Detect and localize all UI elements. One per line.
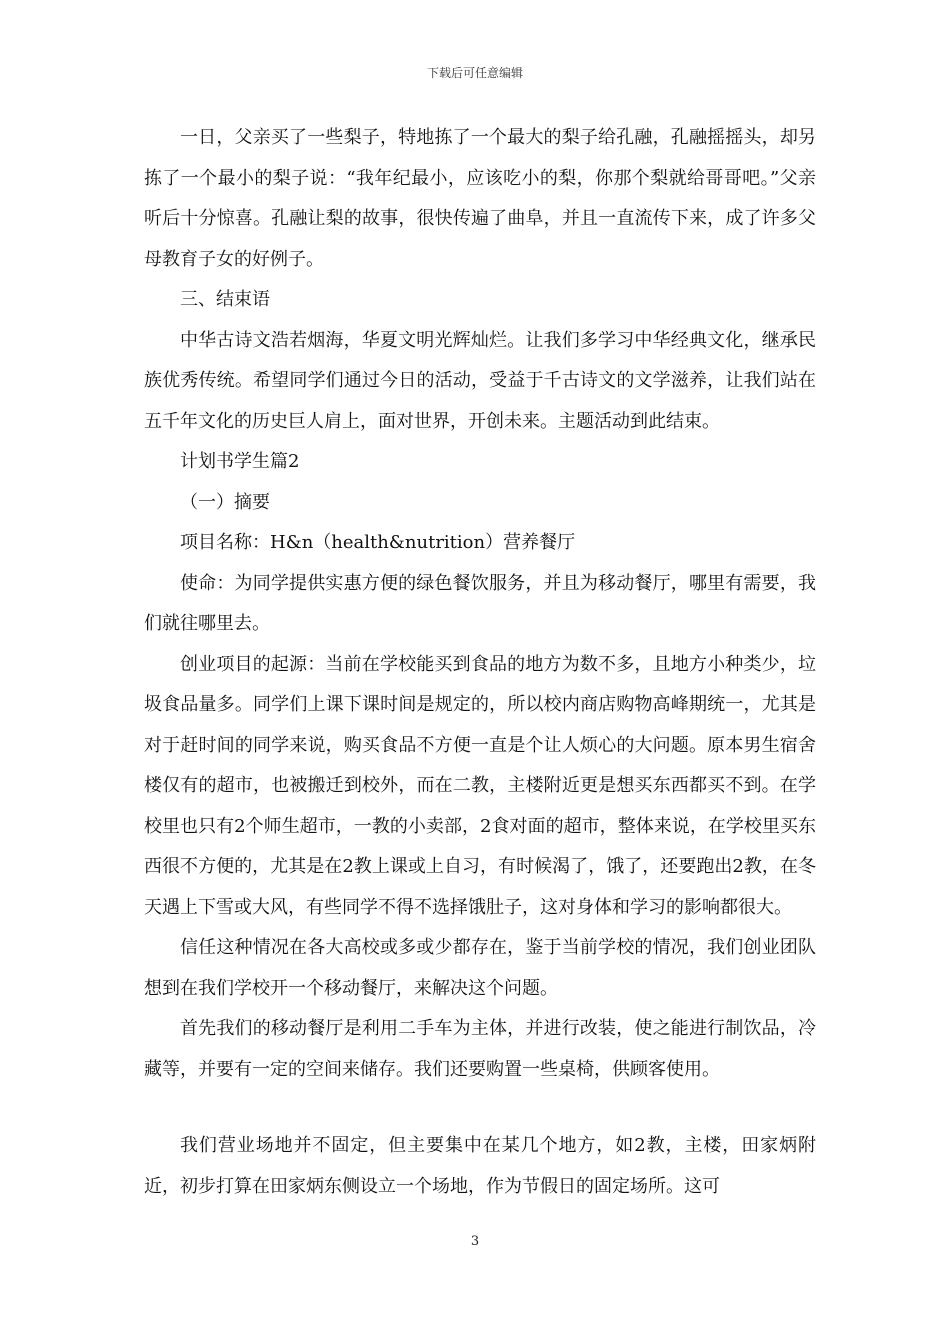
section-title-plan-2: 计划书学生篇2 <box>180 451 300 472</box>
section-heading-conclusion: 三、结束语 <box>180 289 270 310</box>
paragraph-mission: 使命：为同学提供实惠方便的绿色餐饮服务，并且为移动餐厅，哪里有需要，我们就往哪里去。 <box>144 572 816 634</box>
paragraph-spacer <box>144 1090 816 1126</box>
paragraph-project-name: 项目名称：H&n（health&nutrition）营养餐厅 <box>180 532 576 553</box>
paragraph-kongrong-story: 一日，父亲买了一些梨子，特地拣了一个最大的梨子给孔融，孔融摇摇头，却另拣了一个最小的梨子说：“我年纪最小，应该吃小的梨，你那个梨就给哥哥吧。”父亲听后十分惊喜。孔融让梨的故事，很快传遍了曲阜，并且一直流传下来，成了许多父母教育子女的好例子。 <box>144 127 816 270</box>
page-number: 3 <box>470 1234 480 1249</box>
paragraph-origin: 创业项目的起源：当前在学校能买到食品的地方为数不多，且地方小种类少，垃圾食品量多。同学们上课下课时间是规定的，所以校内商店购物高峰期统一，尤其是对于赶时间的同学来说，购买食品不方便一直是个让人烦心的大问题。原本男生宿舍楼仅有的超市，也被搬迁到校外，而在二教，主楼附近更是想买东西都买不到。在学校里也只有2个师生超市，一教的小卖部，2食对面的超市，整体来说，在学校里买东西很不方便的，尤其是在2教上课或上自习，有时候渴了，饿了，还要跑出2教，在冬天遇上下雪或大风，有些同学不得不选择饿肚子，这对身体和学习的影响都很大。 <box>144 653 816 918</box>
paragraph-vehicle: 首先我们的移动餐厅是利用二手车为主体，并进行改装，使之能进行制饮品，冷藏等，并要有一定的空间来储存。我们还要购置一些桌椅，供顾客使用。 <box>144 1018 816 1080</box>
section-heading-summary: （一）摘要 <box>180 491 270 513</box>
paragraph-location: 我们营业场地并不固定，但主要集中在某几个地方，如2教，主楼，田家炳附近，初步打算在田家炳东侧设立一个场地，作为节假日的固定场所。这可 <box>144 1135 816 1197</box>
paragraph-idea: 信任这种情况在各大高校或多或少都存在，鉴于当前学校的情况，我们创业团队想到在我们学校开一个移动餐厅，来解决这个问题。 <box>144 937 816 999</box>
document-body <box>144 118 816 1207</box>
page-header: 下载后可任意编辑 <box>426 66 523 80</box>
paragraph-conclusion: 中华古诗文浩若烟海，华夏文明光辉灿烂。让我们多学习中华经典文化，继承民族优秀传统。希望同学们通过今日的活动，受益于千古诗文的文学滋养，让我们站在五千年文化的历史巨人肩上，面对世界，开创未来。主题活动到此结束。 <box>144 329 816 432</box>
